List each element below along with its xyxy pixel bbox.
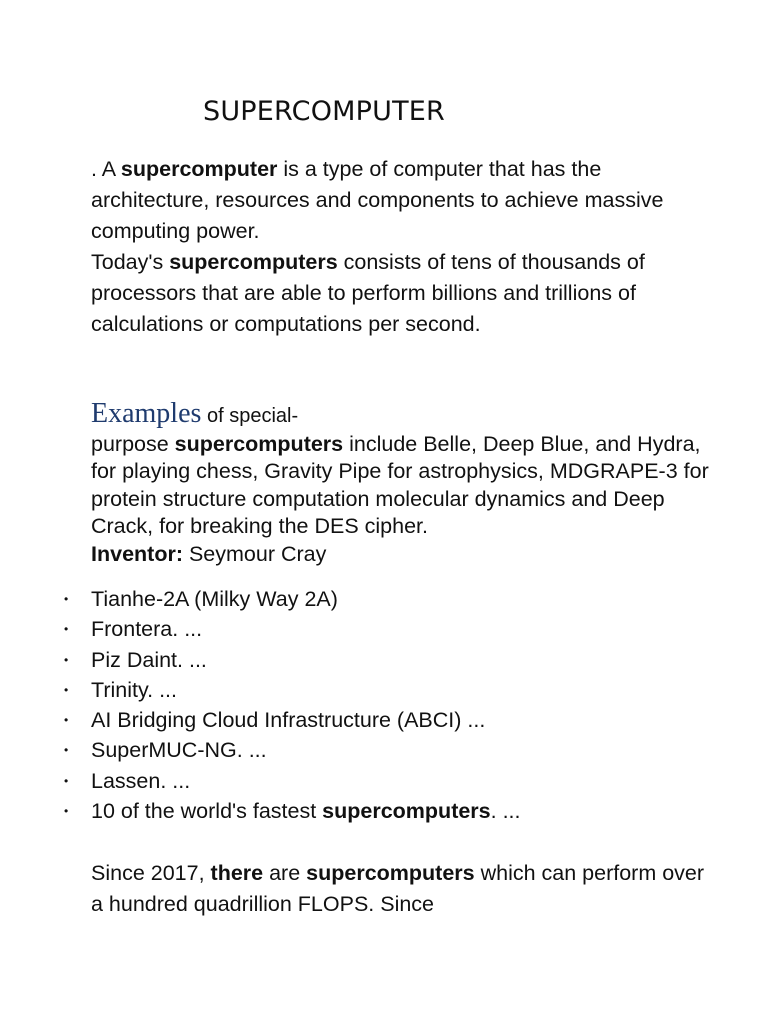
bullet-icon: •: [64, 773, 69, 788]
since-paragraph: Since 2017, there are supercomputers which can perform over a hundred quadrillion FLOPS. Since: [91, 861, 705, 916]
supercomputer-list: [0, 584, 521, 826]
bullet-icon: •: [64, 713, 69, 728]
bullet-icon: •: [64, 652, 69, 667]
list-item: • Lassen. ...: [0, 766, 521, 796]
list-item: • AI Bridging Cloud Infrastructure (ABCI) ...: [0, 705, 521, 735]
examples-heading: Examples: [91, 398, 202, 429]
bullet-icon: •: [64, 592, 69, 606]
inventor-name: Seymour Cray: [182, 541, 327, 566]
list-item: • Frontera. ...: [0, 614, 521, 644]
bullet-icon: •: [64, 622, 69, 637]
list-item: • 10 of the world's fastest supercomputers. ...: [0, 796, 521, 826]
examples-heading-line: Examples of special-: [91, 398, 299, 429]
bullet-icon: •: [64, 804, 69, 819]
bullet-icon: •: [64, 682, 69, 697]
list-item: • SuperMUC-NG. ...: [0, 735, 521, 765]
term-supercomputers: supercomputers: [169, 250, 338, 274]
inventor-label: Inventor:: [91, 541, 183, 566]
bullet-icon: •: [64, 743, 69, 758]
list-item: • Trinity. ...: [0, 675, 521, 705]
list-item: • Piz Daint. ...: [0, 645, 521, 675]
page-title: SUPERCOMPUTER: [203, 96, 446, 127]
today-paragraph: Today's supercomputers consists of tens of thousands of processors that are able to perform billions and trillions of calculations or computations per second.: [91, 250, 645, 336]
term-supercomputer: supercomputer: [120, 157, 278, 181]
examples-section: [91, 400, 711, 568]
inventor-line: [91, 541, 711, 569]
intro-paragraph: . A supercomputer is a type of computer that has the architecture, resources and components to achieve massive computing power.: [91, 157, 664, 243]
examples-text: purpose supercomputers include Belle, Deep Blue, and Hydra, for playing chess, Gravity Pipe for astrophysics, MDGRAPE-3 for protein structure computation molecular dynamics and Deep Crack, for breaking the DES cipher.: [91, 431, 709, 538]
list-item: • Tianhe-2A (Milky Way 2A): [0, 584, 521, 614]
